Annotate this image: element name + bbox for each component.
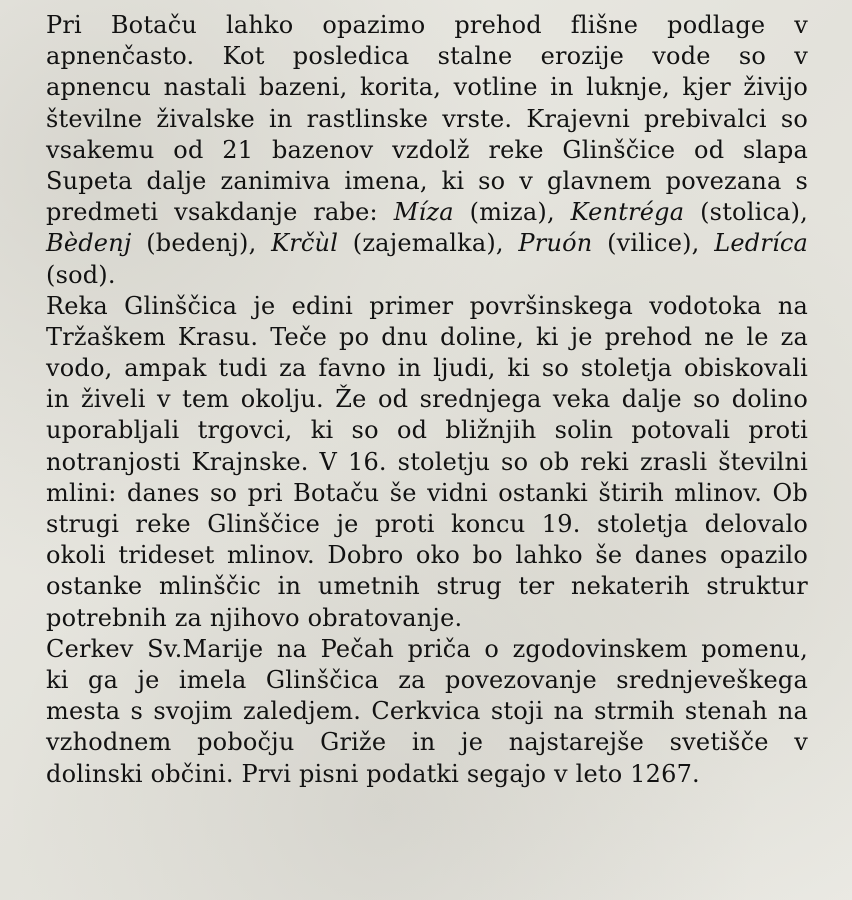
text-line (46, 540, 808, 571)
text-line (46, 10, 808, 41)
text-segment: mesta s svojim zaledjem. Cerkvica stoji na strmih stenah na (46, 697, 808, 726)
text-segment: dolinski občini. Prvi pisni podatki segajo v leto 1267. (46, 759, 700, 788)
text-line (46, 41, 808, 72)
text-segment: (bedenj), (131, 229, 272, 258)
text-line (46, 447, 808, 478)
text-segment: Supeta dalje zanimiva imena, ki so v glavnem povezana s (46, 166, 808, 195)
paragraph (46, 634, 808, 790)
paragraph (46, 291, 808, 634)
text-line (46, 727, 808, 758)
text-line (46, 72, 808, 103)
text-line (46, 260, 808, 291)
text-segment: notranjosti Krajnske. V 16. stoletju so ob reki zrasli številni (46, 447, 808, 476)
text-segment: okoli trideset mlinov. Dobro oko bo lahko še danes opazilo (46, 541, 808, 570)
text-line (46, 384, 808, 415)
text-segment: vsakemu od 21 bazenov vzdolž reke Glinščice od slapa (46, 135, 808, 164)
italic-term: Pruón (518, 229, 593, 258)
text-segment: Reka Glinščica je edini primer površinskega vodotoka na (46, 291, 808, 320)
text-line (46, 166, 808, 197)
text-segment: apnenčasto. Kot posledica stalne erozije vode so v (46, 42, 808, 71)
italic-term: Kentréga (570, 198, 685, 227)
text-segment: (sod). (46, 260, 116, 289)
text-line (46, 509, 808, 540)
text-line (46, 603, 808, 634)
text-segment: (zajemalka), (338, 229, 519, 258)
text-line (46, 665, 808, 696)
text-line (46, 634, 808, 665)
text-segment: in živeli v tem okolju. Že od srednjega veka dalje so dolino (46, 385, 808, 414)
italic-term: Míza (393, 198, 454, 227)
text-segment: ostanke mlinščic in umetnih strug ter nekaterih struktur (46, 572, 808, 601)
italic-term: Krčùl (271, 229, 339, 258)
text-line (46, 478, 808, 509)
text-segment: (vilice), (592, 229, 715, 258)
text-segment: ki ga je imela Glinščica za povezovanje srednjeveškega (46, 665, 808, 694)
text-segment: vodo, ampak tudi za favno in ljudi, ki so stoletja obiskovali (46, 354, 808, 383)
text-line (46, 228, 808, 259)
paragraph (46, 10, 808, 291)
text-segment: strugi reke Glinščice je proti koncu 19. stoletja delovalo (46, 510, 808, 538)
panel-text (46, 10, 808, 790)
text-segment: uporabljali trgovci, ki so od bližnjih solin potovali proti (46, 416, 808, 445)
text-line (46, 415, 808, 446)
text-segment: potrebnih za njihovo obratovanje. (46, 603, 463, 632)
italic-term: Ledríca (714, 229, 808, 258)
text-line (46, 104, 808, 135)
text-segment: številne živalske in rastlinske vrste. Krajevni prebivalci so (46, 104, 808, 133)
text-segment: (stolica), (684, 198, 808, 227)
text-line (46, 571, 808, 602)
text-segment: mlini: danes so pri Botaču še vidni ostanki štirih mlinov. Ob (46, 478, 808, 507)
text-line (46, 696, 808, 727)
text-line (46, 291, 808, 322)
text-line (46, 135, 808, 166)
text-segment: Tržaškem Krasu. Teče po dnu doline, ki je prehod ne le za (46, 322, 808, 351)
text-segment: predmeti vsakdanje rabe: (46, 198, 394, 227)
text-segment: apnencu nastali bazeni, korita, votline in luknje, kjer živijo (46, 73, 808, 102)
text-line (46, 353, 808, 384)
text-segment: Pri Botaču lahko opazimo prehod flišne podlage v (46, 11, 808, 39)
text-segment: Cerkev Sv.Marije na Pečah priča o zgodovinskem pomenu, (46, 634, 808, 663)
text-line (46, 322, 808, 353)
text-line (46, 759, 808, 790)
text-line (46, 197, 808, 228)
italic-term: Bèdenj (46, 229, 132, 258)
text-segment: vzhodnem pobočju Griže in je najstarejše svetišče v (46, 728, 808, 757)
text-segment: (miza), (453, 198, 571, 227)
